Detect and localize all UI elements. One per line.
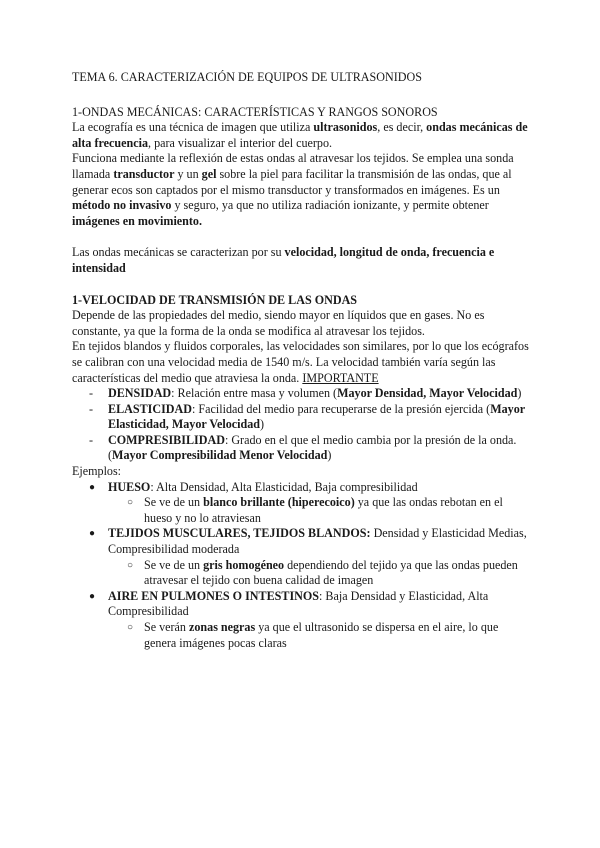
section1-paragraph-1: La ecografía es una técnica de imagen que utiliza ultrasonidos, es decir, ondas mecánicas de alta frecuencia, para visualizar el interior del cuerpo.	[72, 120, 528, 150]
section1-paragraph-3: Las ondas mecánicas se caracterizan por su velocidad, longitud de onda, frecuencia e intensidad	[72, 245, 495, 275]
example-item: ● TEJIDOS MUSCULARES, TEJIDOS BLANDOS: Densidad y Elasticidad Medias, Compresibilidad moderada ○ Se ve de un gris homogéneo dependiendo del tejido ya que las ondas pueden atravesar el tejido con buena calidad de imagen	[72, 526, 530, 588]
property-item: - COMPRESIBILIDAD: Grado en el que el medio cambia por la presión de la onda. (Mayor Compresibilidad Menor Velocidad)	[72, 433, 530, 464]
example-subitem: ○ Se verán zonas negras ya que el ultrasonido se dispersa en el aire, lo que genera imágenes pocas claras	[127, 620, 499, 650]
section1-paragraph-2: Funciona mediante la reflexión de estas ondas al atravesar los tejidos. Se emplea una sonda llamada transductor y un gel sobre la piel para facilitar la transmisión de las ondas, que al generar ecos son captados por el mismo transductor y transformados en imágenes. Es un método no invasivo y seguro, ya que no utiliza radiación ionizante, y permite obtener imágenes en movimiento.	[72, 151, 514, 228]
examples-list	[72, 480, 530, 652]
example-item: ● AIRE EN PULMONES O INTESTINOS: Baja Densidad y Elasticidad, Alta Compresibilidad ○ Se verán zonas negras ya que el ultrasonido se dispersa en el aire, lo que genera imágenes pocas claras	[72, 589, 530, 651]
property-item: - ELASTICIDAD: Facilidad del medio para recuperarse de la presión ejercida (Mayor Elasticidad, Mayor Velocidad)	[72, 402, 530, 433]
section2-paragraph-2: En tejidos blandos y fluidos corporales, las velocidades son similares, por lo que los ecógrafos se calibran con una velocidad media de 1540 m/s. La velocidad también varía según las características del medio que atraviesa la onda. IMPORTANTE	[72, 339, 529, 385]
example-subitem: ○ Se ve de un blanco brillante (hiperecoico) ya que las ondas rebotan en el hueso y no lo atraviesan	[127, 495, 503, 525]
section1-heading: 1-ONDAS MECÁNICAS: CARACTERÍSTICAS Y RANGOS SONOROS	[72, 104, 438, 119]
example-item: ● HUESO: Alta Densidad, Alta Elasticidad, Baja compresibilidad ○ Se ve de un blanco brillante (hiperecoico) ya que las ondas rebotan en el hueso y no lo atraviesan	[72, 480, 530, 527]
bullet-icon: ●	[89, 528, 96, 540]
circle-bullet-icon: ○	[127, 497, 134, 509]
section2-heading: 1-VELOCIDAD DE TRANSMISIÓN DE LAS ONDAS	[72, 292, 358, 307]
page-title: TEMA 6. CARACTERIZACIÓN DE EQUIPOS DE ULTRASONIDOS	[72, 70, 422, 84]
properties-list	[72, 386, 530, 464]
circle-bullet-icon: ○	[127, 559, 134, 571]
property-item: - DENSIDAD: Relación entre masa y volumen (Mayor Densidad, Mayor Velocidad)	[72, 386, 530, 402]
example-subitem: ○ Se ve de un gris homogéneo dependiendo del tejido ya que las ondas pueden atravesar el tejido con buena calidad de imagen	[127, 557, 518, 588]
bullet-icon: ●	[89, 481, 96, 493]
bullet-icon: ●	[89, 590, 96, 602]
section2-paragraph-1: Depende de las propiedades del medio, siendo mayor en líquidos que en gases. No es constante, ya que la forma de la onda se modifica al atravesar los tejidos.	[72, 308, 485, 338]
examples-label: Ejemplos:	[72, 464, 122, 479]
circle-bullet-icon: ○	[127, 622, 134, 633]
